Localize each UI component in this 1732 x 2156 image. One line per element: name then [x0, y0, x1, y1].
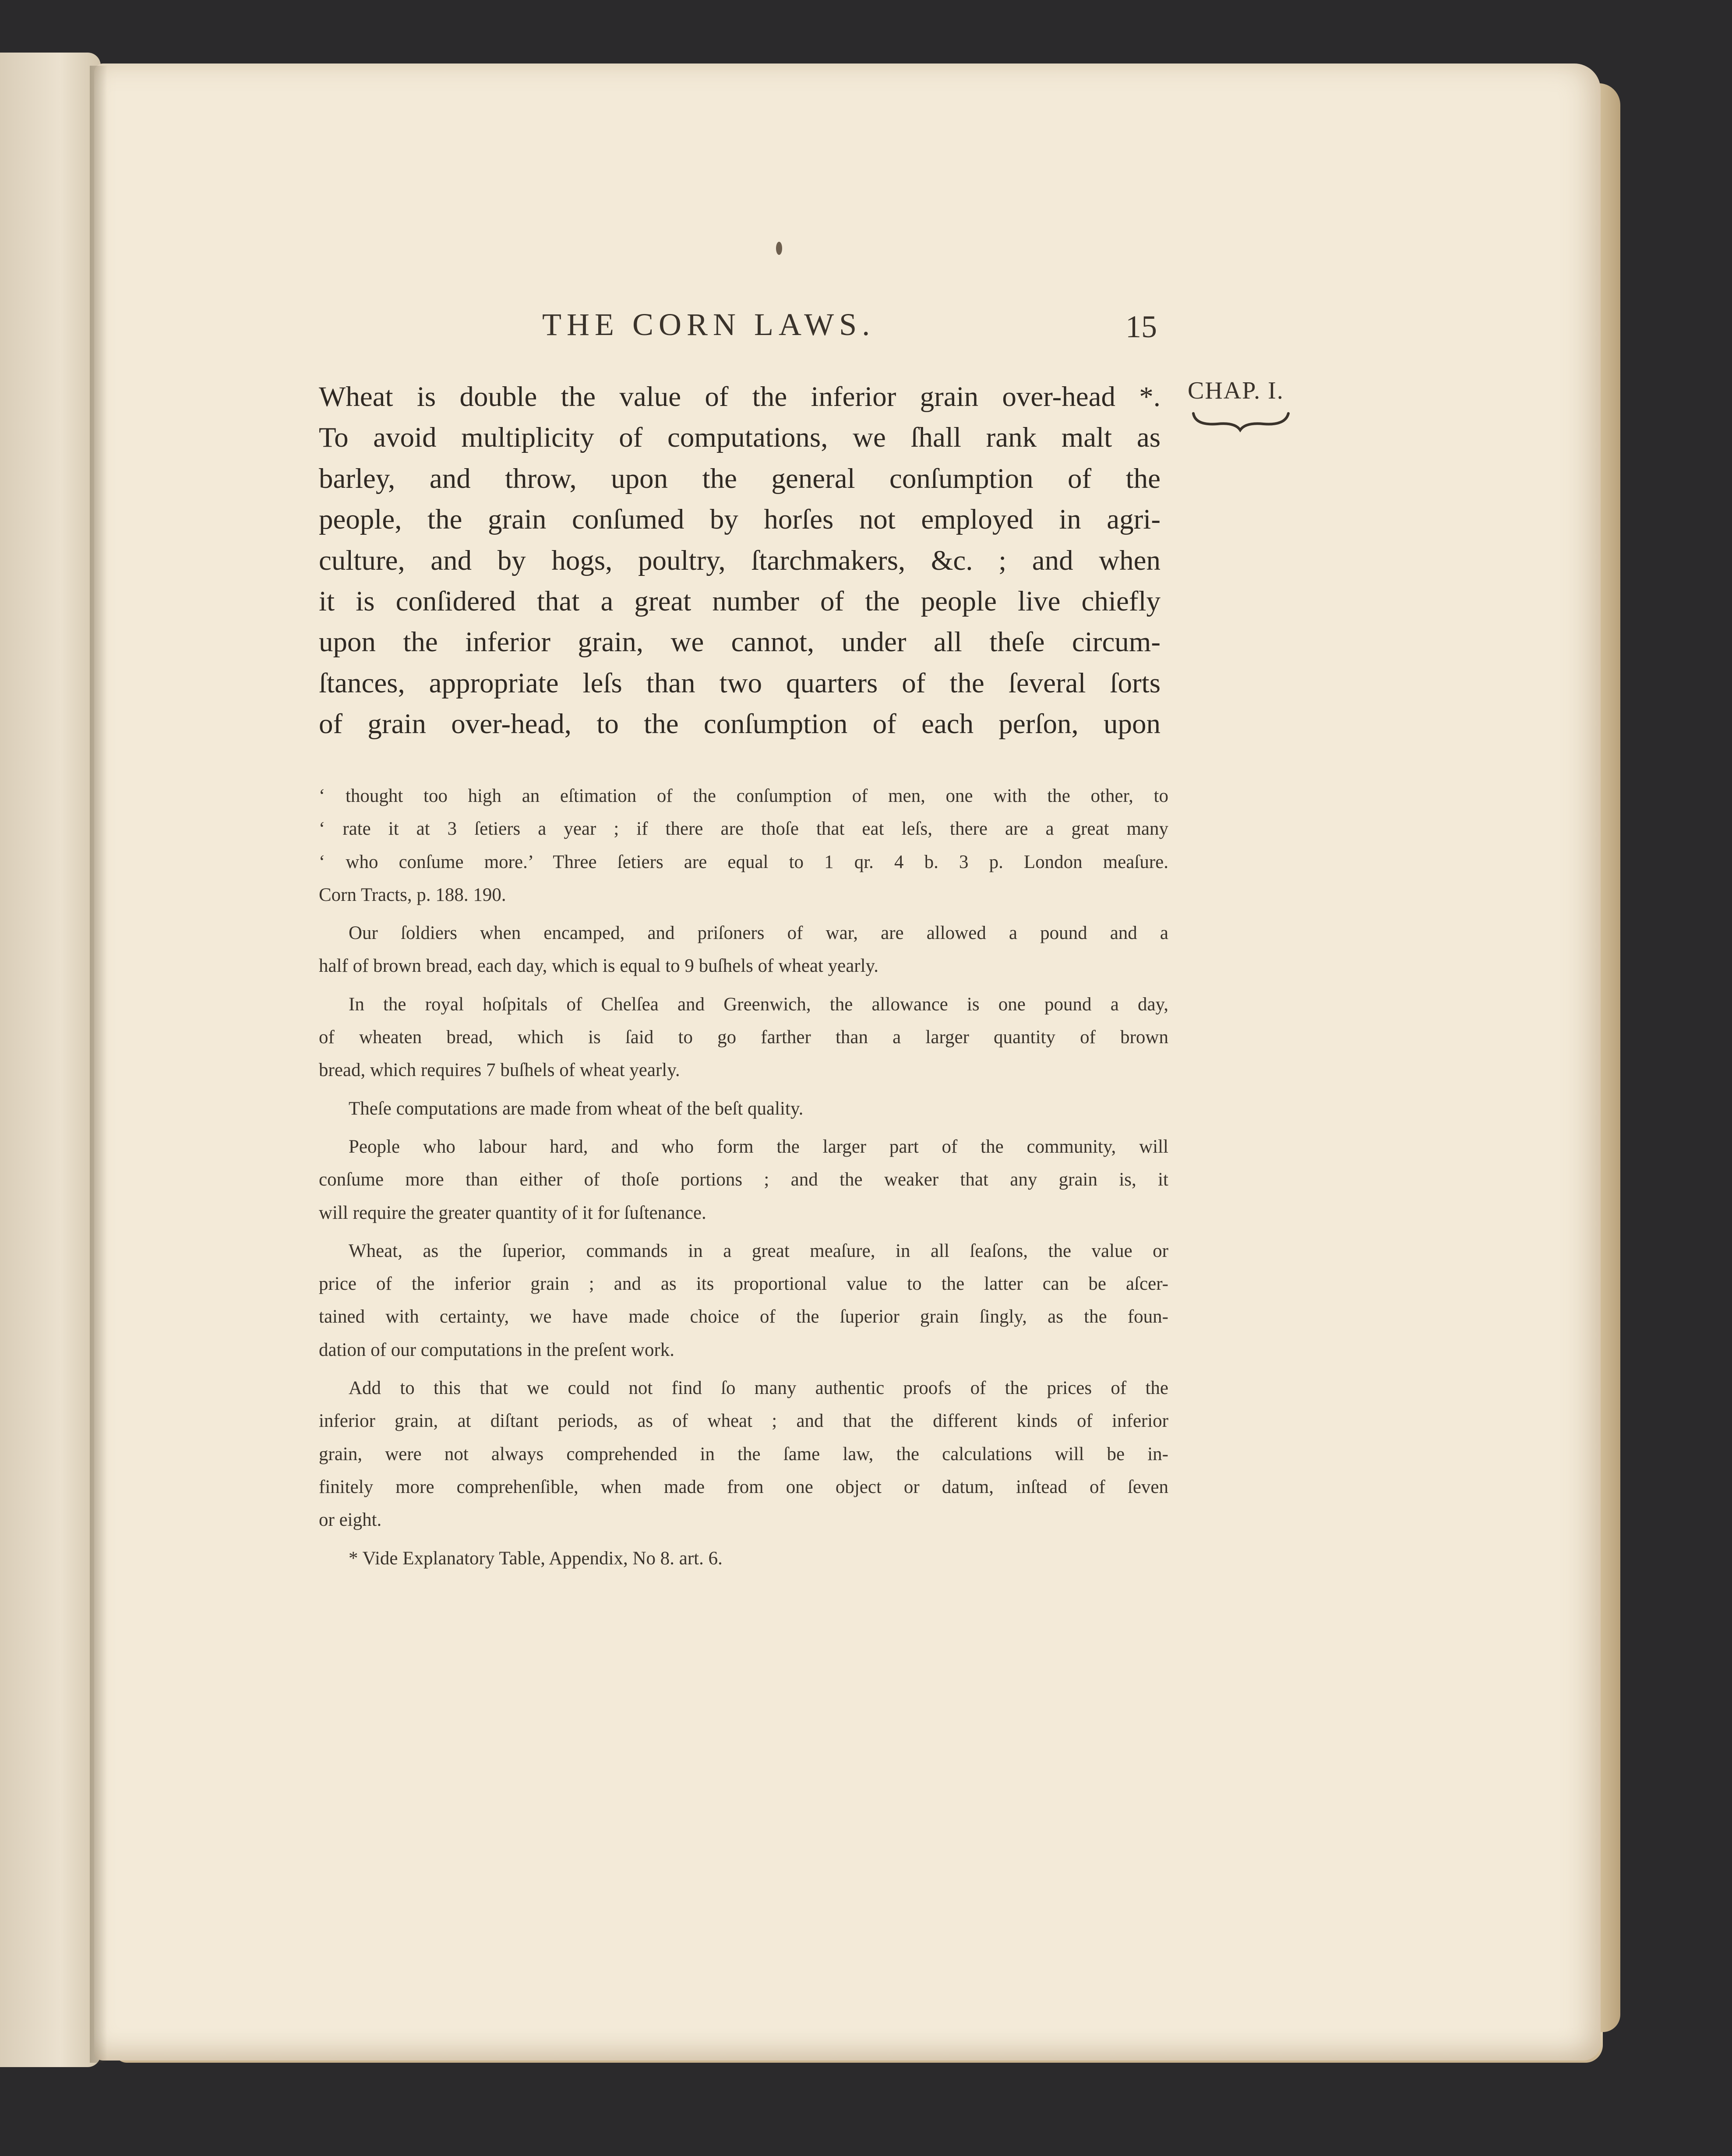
- ornament-icon: [776, 242, 782, 255]
- main-text-line: of grain over-head, to the conſumption of each perſon, upon: [319, 708, 1161, 740]
- facing-page-edge: [0, 53, 101, 2067]
- footnote-line: Add to this that we could not find ſo many authentic proofs of the prices of the: [349, 1378, 1168, 1399]
- footnote-line: half of brown bread, each day, which is equal to 9 buſhels of wheat yearly.: [319, 956, 879, 977]
- main-text-block: [319, 377, 1161, 745]
- paragraph-gap: [319, 1537, 1168, 1542]
- footnote-line: bread, which requires 7 buſhels of wheat yearly.: [319, 1060, 680, 1081]
- footnote-line: will require the greater quantity of it for ſuſtenance.: [319, 1202, 706, 1223]
- chapter-side-note: CHAP. I.: [1188, 377, 1284, 404]
- footnote-line: finitely more comprehenſible, when made from one object or datum, inſtead of ſeven: [319, 1476, 1168, 1497]
- footnote-line: inferior grain, at diſtant periods, as of wheat ; and that the different kinds of inferior: [319, 1411, 1168, 1432]
- footnote-line: In the royal hoſpitals of Chelſea and Greenwich, the allowance is one pound a day,: [349, 994, 1168, 1015]
- footnote-line: ‘ rate it at 3 ſetiers a year ; if there are thoſe that eat leſs, there are a great many: [319, 819, 1168, 840]
- paragraph-gap: [319, 1125, 1168, 1130]
- running-head: THE CORN LAWS.: [542, 307, 875, 342]
- main-text-line: people, the grain conſumed by horſes not employed in agri-: [319, 504, 1161, 536]
- footnotes-block: [319, 780, 1168, 1575]
- main-text-line: upon the inferior grain, we cannot, under all theſe circum-: [319, 626, 1161, 658]
- footnote-line: ‘ thought too high an eſtimation of the conſumption of men, one with the other, to: [319, 786, 1168, 806]
- footnote-line: Wheat, as the ſuperior, commands in a great meaſure, in all ſeaſons, the value or: [349, 1240, 1168, 1261]
- page-number: 15: [1125, 309, 1157, 344]
- footnote-line: grain, were not always comprehended in the ſame law, the calculations will be in-: [319, 1443, 1168, 1464]
- footnote-line: tained with certainty, we have made choice of the ſuperior grain ſingly, as the foun-: [319, 1306, 1168, 1327]
- footnote-line: or eight.: [319, 1510, 382, 1531]
- footnote-line: * Vide Explanatory Table, Appendix, No 8. art. 6.: [349, 1548, 723, 1569]
- footnote-line: Theſe computations are made from wheat of the beſt quality.: [349, 1098, 804, 1119]
- brace-icon: [1191, 408, 1292, 434]
- paragraph-gap: [319, 911, 1168, 917]
- paragraph-gap: [319, 1366, 1168, 1372]
- footnote-line: ‘ who conſume more.’ Three ſetiers are equal to 1 qr. 4 b. 3 p. London meaſure.: [319, 851, 1168, 872]
- footnote-line: price of the inferior grain ; and as its proportional value to the latter can be aſcer-: [319, 1274, 1168, 1295]
- main-text-line: barley, and throw, upon the general conſumption of the: [319, 462, 1161, 494]
- main-text-line: Wheat is double the value of the inferior grain over-head *.: [319, 381, 1161, 413]
- footnote-line: Corn Tracts, p. 188. 190.: [319, 884, 506, 905]
- footnote-line: conſume more than either of thoſe portions ; and the weaker that any grain is, it: [319, 1169, 1168, 1190]
- main-text-line: it is conſidered that a great number of the people live chiefly: [319, 585, 1161, 617]
- main-text-line: To avoid multiplicity of computations, we ſhall rank malt as: [319, 422, 1161, 454]
- main-text-line: culture, and by hogs, poultry, ſtarchmakers, &c. ; and when: [319, 544, 1161, 576]
- main-text-line: ſtances, appropriate leſs than two quarters of the ſeveral ſorts: [319, 667, 1161, 699]
- footnote-line: Our ſoldiers when encamped, and priſoners of war, are allowed a pound and a: [349, 923, 1168, 944]
- paragraph-gap: [319, 983, 1168, 988]
- footnote-line: dation of our computations in the preſent work.: [319, 1339, 675, 1360]
- page-gutter: [90, 66, 107, 2063]
- paragraph-gap: [319, 1229, 1168, 1235]
- footnote-line: of wheaten bread, which is ſaid to go farther than a larger quantity of brown: [319, 1027, 1168, 1048]
- footnote-line: People who labour hard, and who form the larger part of the community, will: [349, 1136, 1168, 1157]
- paragraph-gap: [319, 1087, 1168, 1092]
